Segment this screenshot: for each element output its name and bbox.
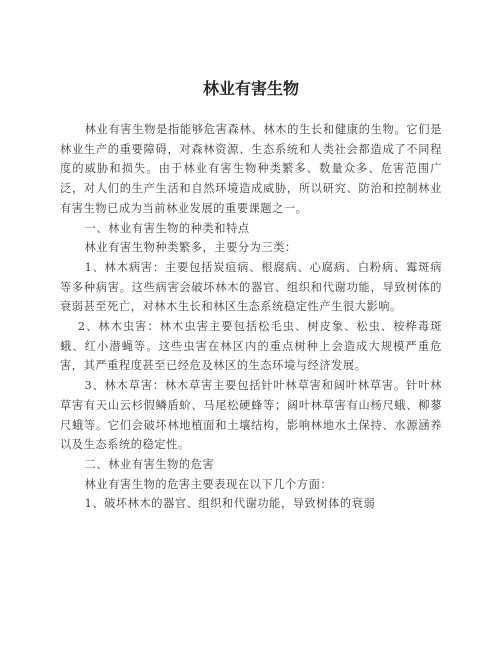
section-1-lead: 林业有害生物种类繁多，主要分为三类： bbox=[84, 241, 297, 255]
list-item-damage-1: 1、破坏林木的器官、组织和代谢功能，导致树体的衰弱 bbox=[84, 497, 376, 511]
intro-paragraph: 林业有害生物是指能够危害森林、林木的生长和健康的生物。它们是林业生产的重要障碍，对森林资源、生态系统和人类社会都造成了不同程度的威胁和损失。由于林业有害生物种类繁多、数量众多、危害范围广泛，对人们的生产生活和自然环境造成威胁，所以研究、防治和控制林业有害生物已成为当前林业发展的重要课题之一。 bbox=[60, 123, 442, 215]
section-2-lead: 林业有害生物的危害主要表现在以下几个方面： bbox=[84, 477, 333, 491]
list-item-diseases: 1、林木病害：主要包括炭疽病、根腐病、心腐病、白粉病、霉斑病等多种病害。这些病害会破坏林木的器官、组织和代谢功能，导致树体的衰弱甚至死亡，对林木生长和林区生态系统稳定性产生很大影响。 bbox=[60, 260, 442, 314]
section-heading-1: 一、林业有害生物的种类和特点 bbox=[84, 221, 250, 235]
document-body bbox=[60, 120, 442, 514]
list-item-weeds: 3、林木草害：林木草害主要包括针叶林草害和阔叶林草害。针叶林草害有天山云杉假鳞盾蚧、马尾松硬蜂等；阔叶林草害有山杨尺蛾、柳蓼尺蛾等。它们会破坏林地植面和土壤结构，影响林地水土保持、水源涵养以及生态系统的稳定性。 bbox=[60, 379, 442, 452]
section-heading-2: 二、林业有害生物的危害 bbox=[84, 457, 215, 471]
document-title: 林业有害生物 bbox=[202, 79, 299, 98]
list-item-insects: 2、林木虫害：林木虫害主要包括松毛虫、树皮象、松虫、桉桦毒斑蛾、红小潜蝇等。这些虫害在林区内的重点树种上会造成大规模严重危害，其严重程度甚至已经危及林区的生态环境与经济发展。 bbox=[60, 320, 442, 373]
